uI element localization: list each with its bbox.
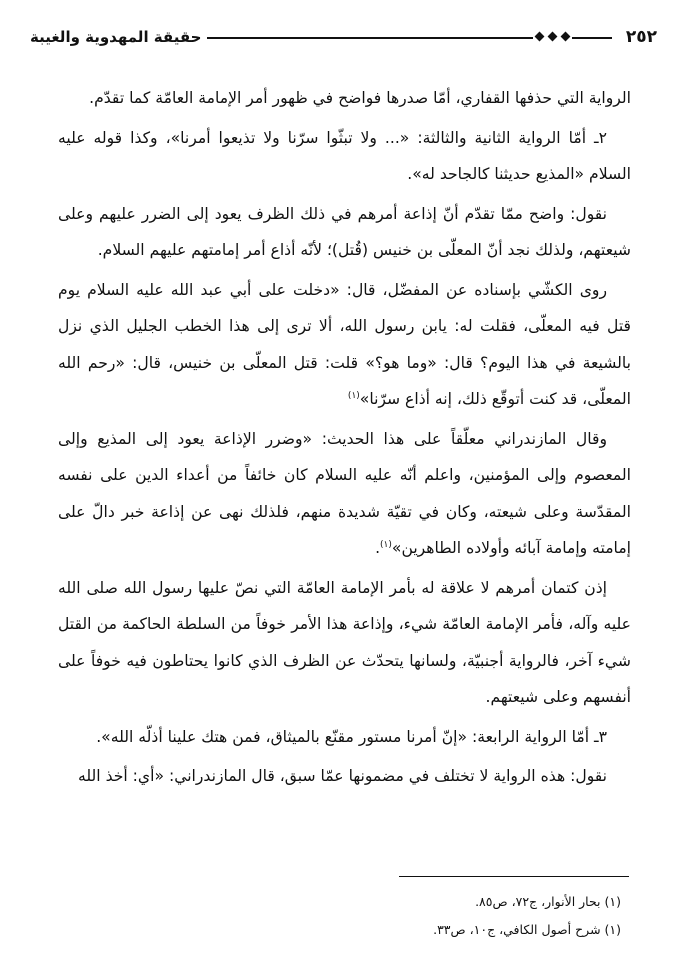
footnotes (58, 888, 629, 944)
paragraph-text: إذن كتمان أمرهم لا علاقة له بأمر الإمامة العامّة التي نصّ عليها رسول الله صلى الله عليه وآله، فأمر الإمامة العامّة شيء، وإذاعة هذا الأمر خوفاً من السلطة الحاكمة من القتل شيء آخر، فالرواية أجنبيّة، ولسانها يتحدّث عن الظرف الذي كانوا يحتاطون فيه خوفاً على أنفسهم وعلى شيعتهم. (58, 578, 631, 706)
header-rule (207, 31, 611, 43)
paragraph-text: روى الكشّي بإسناده عن المفضّل، قال: «دخلت على أبي عبد الله عليه السلام يوم قتل فيه المعلّى، فقلت له: يابن رسول الله، ألا ترى إلى هذا الخطب الجليل الذي نزل بالشيعة في هذا اليوم؟ قال: «وما هو؟» قلت: قتل المعلّى بن خنيس، قال: «رحم الله المعلّى، قد كنت أتوقّع ذلك، إنه أذاع سرّنا» (58, 280, 631, 408)
footnote-separator (399, 876, 629, 877)
paragraph-text: الرواية التي حذفها القفاري، أمّا صدرها فواضح في ظهور أمر الإمامة العامّة كما تقدّم. (89, 89, 631, 107)
footnote-ref: (١) (380, 539, 392, 550)
paragraph (58, 80, 631, 117)
footnote: (١) بحار الأنوار، ج٧٢، ص٨٥. (475, 894, 621, 909)
book-title: حقيقة المهدوية والغيبة (30, 28, 202, 46)
header-ornament (533, 31, 572, 43)
paragraph (58, 272, 631, 418)
diamond-icon (560, 32, 570, 42)
paragraph (58, 570, 631, 716)
paragraph (58, 196, 631, 269)
paragraph (58, 421, 631, 567)
paragraph-text: نقول: هذه الرواية لا تختلف في مضمونها عمّا سبق، قال المازندراني: «أي: أخذ الله (78, 767, 607, 785)
paragraph-text: نقول: واضح ممّا تقدّم أنّ إذاعة أمرهم في ذلك الظرف يعود إلى الضرر عليهم وعلى شيعتهم، ولذلك نجد أنّ المعلّى بن خنيس (قُتل)؛ لأنّه أذاع أمر إمامتهم عليهم السلام. (58, 204, 631, 259)
paragraph-text: ٢ـ أمّا الرواية الثانية والثالثة: «... ولا تبثّوا سرّنا ولا تذيعوا أمرنا»، وكذا قوله عليه السلام «المذيع حديثنا كالجاحد له». (58, 128, 631, 183)
paragraph-text: وقال المازندراني معلّقاً على هذا الحديث: «وضرر الإذاعة يعود إلى المذيع وإلى المعصوم وإلى المؤمنين، واعلم أنّه عليه السلام كان خائفاً من أعداء الدين على نفسه المقدّسة وعلى شيعته، وكان في تقيّة شديدة منهم، فلذلك نهى عن إذاعة خبر دالّ على إمامته وإمامة آبائه وأولاده الطاهرين» (58, 429, 631, 557)
paragraph-text: ٣ـ أمّا الرواية الرابعة: «إنّ أمرنا مستور مقنّع بالميثاق، فمن هتك علينا أذلّه الله». (96, 727, 607, 746)
diamond-icon (547, 32, 557, 42)
body-text (58, 80, 631, 798)
footnote: (١) شرح أصول الكافي، ج١٠، ص٣٣. (433, 922, 621, 937)
paragraph (58, 719, 631, 756)
footnote-ref: (١) (347, 390, 360, 401)
paragraph (58, 758, 631, 795)
diamond-icon (534, 32, 544, 42)
paragraph (58, 120, 631, 193)
page-number: ٢٥٢ (625, 27, 657, 47)
page-header (30, 22, 657, 52)
paragraph-punct: . (375, 539, 381, 557)
